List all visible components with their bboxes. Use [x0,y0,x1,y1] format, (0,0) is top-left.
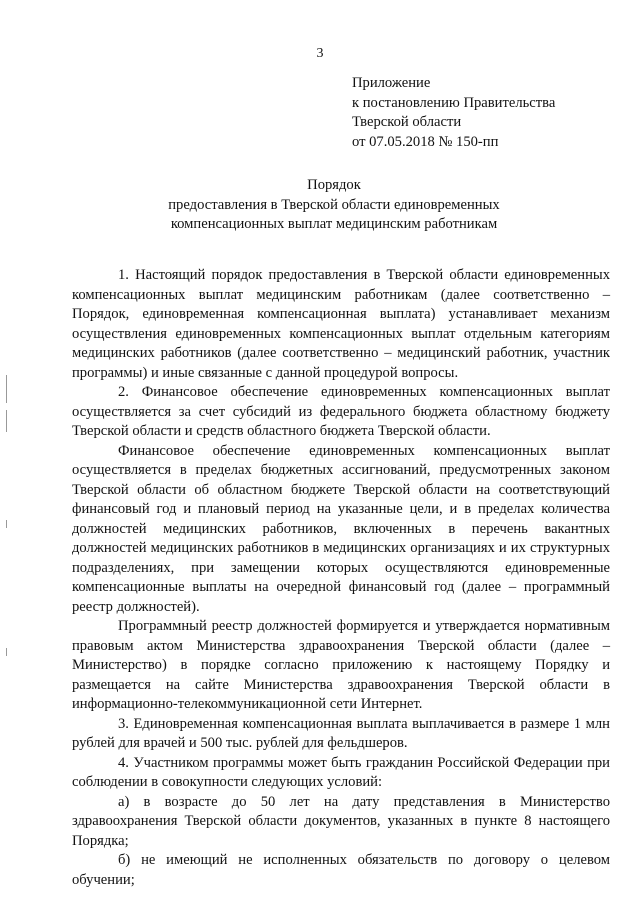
paragraph: 3. Единовременная компенсационная выплата выплачивается в размере 1 млн рублей для врачей и 500 тыс. рублей для фельдшеров. [72,715,610,751]
scan-margin-mark [6,410,7,432]
paragraph: 4. Участником программы может быть гражданин Российской Федерации при соблюдении в совокупности следующих условий: [72,754,610,790]
paragraph: Программный реестр должностей формируется и утверждается нормативным правовым актом Министерства здравоохранения Тверской области (далее – Министерство) в порядке согласно приложению к настоящему Порядку и размещается на сайте Министерства здравоохранения Тверской области в информационно-телекоммуникационной сети Интернет. [72,618,610,712]
paragraph: 1. Настоящий порядок предоставления в Тверской области единовременных компенсационных выплат медицинским работникам (далее соответственно – Порядок, единовременная компенсационная выплата) устанавливает механизм осуществления единовременных компенсационных выплат отдельным категориям медицинских работников (далее соответственно – медицинский работник, участник программы) и иные связанные с данной процедурой вопросы. [72,267,610,381]
scan-margin-mark [6,648,7,656]
scan-margin-mark [6,375,7,403]
scan-margin-mark [6,520,7,528]
appendix-line: Тверской области [352,114,462,130]
title-line: компенсационных выплат медицинским работникам [170,216,498,232]
paragraph: а) в возрасте до 50 лет на дату представления в Министерство здравоохранения Тверской области документов, указанных в пункте 8 настоящего Порядка; [72,793,610,849]
paragraph: Финансовое обеспечение единовременных компенсационных выплат осуществляется в пределах бюджетных ассигнований, предусмотренных законом Тверской области об областном бюджете Тверской области на соответствующий финансовый год и плановый период на указанные цели, и в пределах количества должностей медицинских работников, включенных в перечень вакантных должностей медицинских работников в медицинских организациях и их структурных подразделениях, при замещении которых осуществляются единовременные компенсационные выплаты на очередной финансовый год (далее – программный реестр должностей). [72,442,610,615]
page-number: 3 [316,46,324,61]
appendix-line: Приложение [352,75,431,91]
paragraph: б) не имеющий не исполненных обязательств по договору о целевом обучении; [72,852,610,888]
appendix-line: от 07.05.2018 № 150-пп [352,133,499,150]
title-line: предоставления в Тверской области единовременных [168,196,500,213]
paragraph: 2. Финансовое обеспечение единовременных компенсационных выплат осуществляется за счет субсидий из федерального бюджета областному бюджету Тверской области и средств областного бюджета Тверской области. [72,384,610,439]
appendix-block [352,74,622,152]
document-body [72,266,610,890]
document-title [60,176,608,235]
appendix-line: к постановлению Правительства [352,94,556,111]
title-line: Порядок [307,177,361,193]
